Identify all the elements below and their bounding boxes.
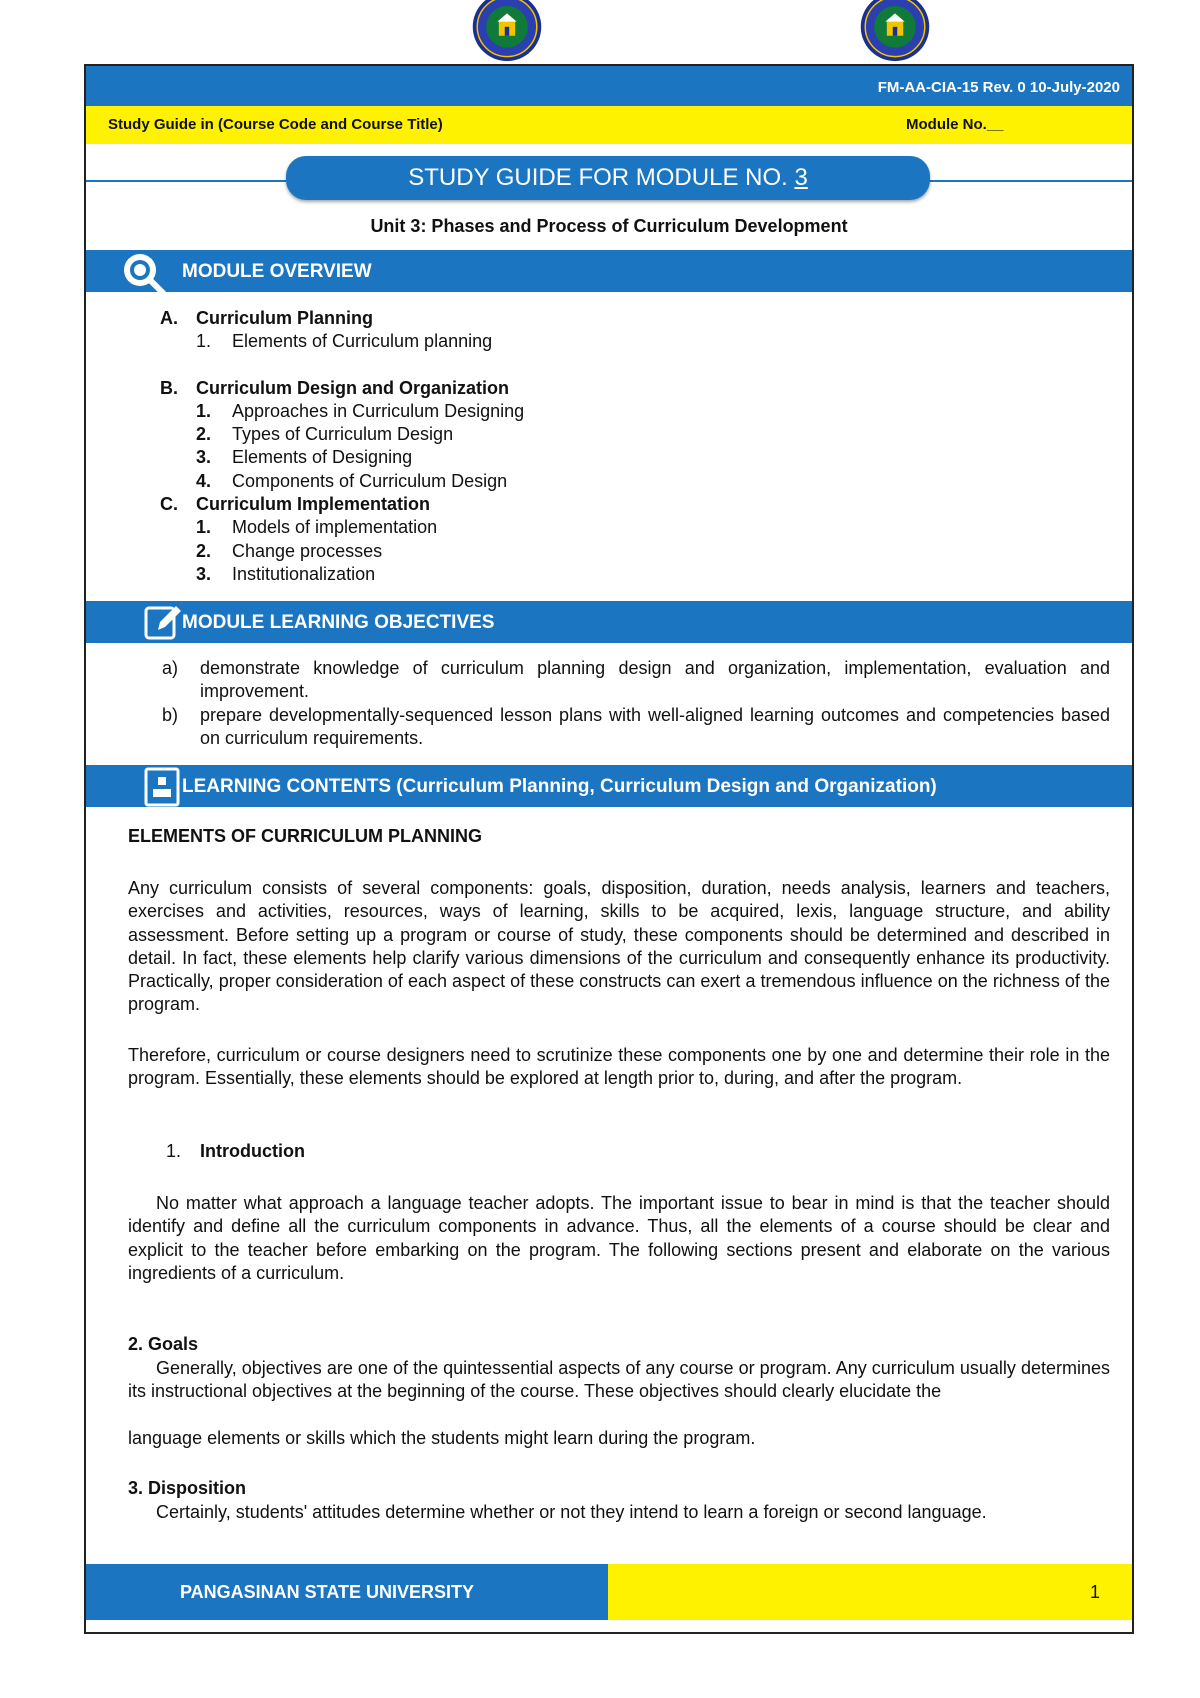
contents-heading: LEARNING CONTENTS (Curriculum Planning, Curriculum Design and Organization)	[182, 776, 937, 797]
module-no-label: Module No.__	[906, 116, 1004, 133]
marker-b3: 3.	[196, 447, 212, 468]
objectives-heading: MODULE LEARNING OBJECTIVES	[182, 612, 495, 633]
goals-paragraph-end: language elements or skills which the students might learn during the program.	[128, 1428, 756, 1448]
letter-a: A.	[160, 308, 178, 328]
overview-a-title: Curriculum Planning	[196, 308, 374, 328]
overview-b-item: Components of Curriculum Design	[232, 470, 508, 491]
overview-c-item: Institutionalization	[232, 563, 376, 584]
footer-university: PANGASINAN STATE UNIVERSITY	[180, 1582, 475, 1602]
overview-c-item: Models of implementation	[232, 517, 438, 538]
marker-b2: 2.	[196, 424, 212, 445]
elements-heading: ELEMENTS OF CURRICULUM PLANNING	[128, 826, 482, 846]
contents-paragraph-2: Therefore, curriculum or course designers need to scrutinize these components one by one and determine their role in the program. Essentially, these elements should be explored at length prior to, during, and after the program.	[128, 1045, 1110, 1089]
footer-yellow-band	[608, 1564, 1132, 1620]
goals-heading: 2. Goals	[128, 1334, 199, 1354]
university-seal-left	[460, 0, 554, 70]
goals-paragraph: Generally, objectives are one of the quintessential aspects of any course or program. Any curriculum usually determines its instructional objectives at the beginning of the course. These objectives should clearly elucidate the	[128, 1358, 1110, 1402]
form-code: FM-AA-CIA-15 Rev. 0 10-July-2020	[877, 79, 1120, 96]
contents-paragraph-1: Any curriculum consists of several components: goals, disposition, duration, needs analysis, learners and teachers, exercises and activities, resources, ways of learning, skills to be acquired, lexis, language structure, and ability assessment. Before setting up a program or course of study, these components should be determined and described in detail. In fact, these elements help clarify various dimensions of the curriculum and consequently enhance its productivity. Practically, proper consideration of each aspect of these constructs can exert a tremendous influence on the richness of the program.	[128, 878, 1110, 1015]
disposition-paragraph: Certainly, students' attitudes determine whether or not they intend to learn a foreign or second language.	[156, 1502, 987, 1522]
letter-b: B.	[160, 377, 178, 398]
objective-b-text: prepare developmentally-sequenced lesson plans with well-aligned learning outcomes and competencies based on curriculum requirements.	[200, 704, 1110, 748]
unit-title: Unit 3: Phases and Process of Curriculum Development	[370, 216, 848, 236]
intro-paragraph: No matter what approach a language teacher adopts. The important issue to bear in mind is that the teacher should identify and define all the curriculum components in advance. Thus, all the elements of a course should be clear and explicit to the teacher before embarking on the program. The following sections present and elaborate on the various ingredients of a curriculum.	[128, 1193, 1110, 1283]
overview-b-item: Elements of Designing	[232, 447, 413, 468]
study-guide-label: Study Guide in (Course Code and Course Title)	[108, 116, 443, 133]
pencil-edit-icon	[144, 602, 182, 642]
intro-title: Introduction	[200, 1141, 305, 1161]
magnifier-icon	[120, 250, 166, 296]
overview-list	[160, 307, 524, 586]
marker-b1: 1.	[196, 400, 212, 421]
objective-a-text: demonstrate knowledge of curriculum planning design and organization, implementation, evaluation and improvement.	[200, 658, 1110, 702]
overview-c-title: Curriculum Implementation	[196, 494, 431, 515]
title-prefix: STUDY GUIDE FOR MODULE NO.	[408, 164, 795, 191]
study-guide-title	[286, 156, 930, 200]
intro-number: 1.	[166, 1141, 182, 1161]
overview-heading: MODULE OVERVIEW	[182, 261, 372, 282]
overview-b-title: Curriculum Design and Organization	[196, 377, 510, 398]
marker-c3: 3.	[196, 563, 212, 584]
overview-b-item: Types of Curriculum Design	[232, 424, 454, 445]
intro-heading	[166, 1141, 305, 1162]
overview-a-item: Elements of Curriculum planning	[232, 331, 493, 352]
disposition-heading: 3. Disposition	[128, 1478, 247, 1498]
overview-c-item: Change processes	[232, 540, 383, 561]
document-icon	[144, 767, 180, 807]
university-seal-right	[848, 0, 942, 70]
title-number: 3	[794, 164, 808, 191]
letter-c: C.	[160, 494, 178, 515]
marker-c2: 2.	[196, 540, 212, 561]
marker-c1: 1.	[196, 517, 212, 538]
objectives-list	[162, 657, 1110, 750]
page-number: 1	[1090, 1582, 1101, 1602]
marker-a1: 1.	[196, 331, 212, 352]
title-rule-right	[925, 180, 1132, 182]
marker-b4: 4.	[196, 470, 212, 491]
overview-b-item: Approaches in Curriculum Designing	[232, 400, 525, 421]
objective-a-marker: a)	[162, 658, 179, 678]
title-rule-left	[86, 180, 286, 182]
objective-b-marker: b)	[162, 704, 179, 725]
